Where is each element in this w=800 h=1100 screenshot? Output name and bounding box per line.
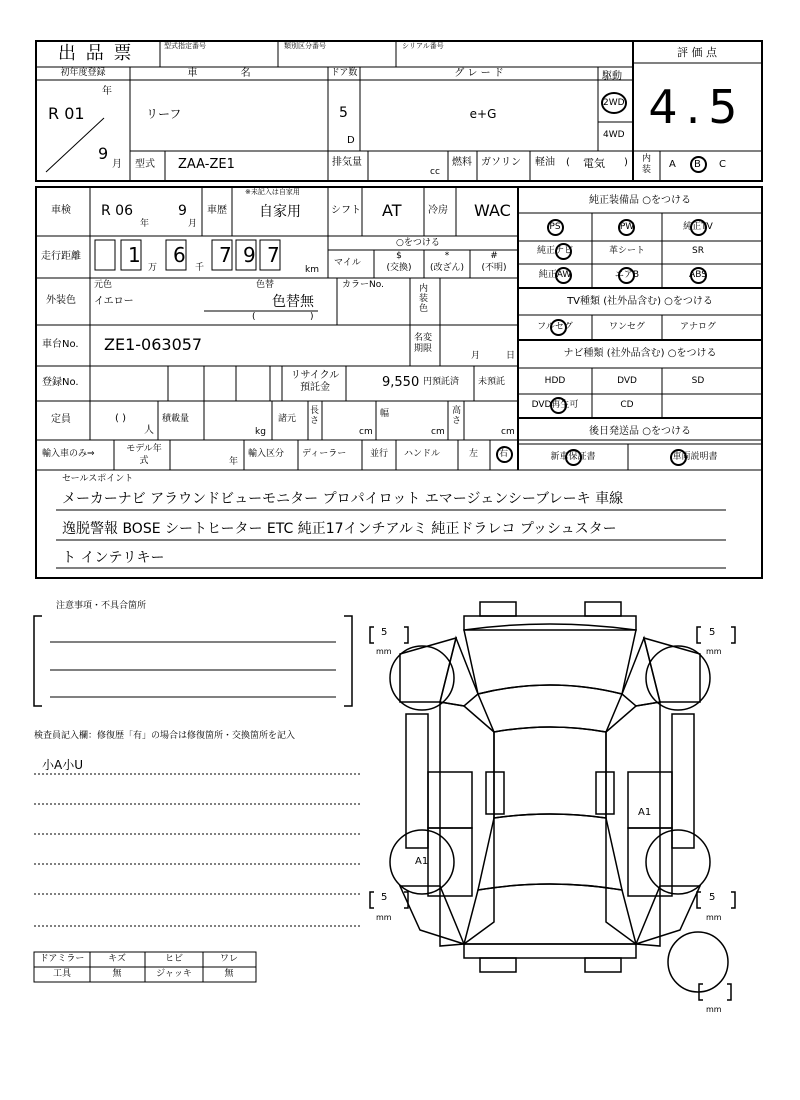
legend-tools-value: 無 [112,969,122,979]
ps-circle [547,219,564,236]
interior-c: C [719,159,726,170]
later-manual: 車両説明書 [672,452,718,462]
airbag-circle [618,267,635,284]
tire-fl-value: 5 [381,627,388,638]
tire-spare-mm: mm [706,1005,722,1014]
dealer-label: ディーラー [302,449,347,459]
fuel-gasoline: ガソリン [481,157,521,168]
mile-label: マイル [334,258,361,268]
height-label: 高さ [452,406,462,426]
equip-aw: 純正AW [538,270,572,280]
handle-label: ハンドル [404,449,441,459]
type-value: ZAA-ZE1 [178,157,235,172]
history-note: ※未記入は自家用 [245,188,300,196]
equip-leather: 革シート [608,246,646,256]
inspector-label: 検査員記入欄：修復歴「有」の場合は修復箇所・交換箇所を記入 [34,731,296,741]
history-value: 自家用 [259,204,301,220]
doors-label: ドア数 [330,68,358,78]
reg-no-label: 登録No. [42,377,79,388]
fuel-paren-close: ) [624,157,628,168]
sales-line-2: 逸脱警報 BOSE シートヒーター ETC 純正17インチアルミ 純正ドラレコ プッシュスター [62,521,617,537]
km-unit: km [305,265,319,275]
first-reg-era: R 01 [48,104,85,123]
equip-pw: PW [619,222,635,232]
height-cm: cm [501,427,515,437]
chassis-label: 車台No. [42,339,79,350]
tv-one: ワンセグ [608,322,646,332]
length-label: 長さ [310,406,320,426]
car-name-value: リーフ [146,107,182,121]
rating-value: 4.5 [648,80,746,134]
sales-label: セールスポイント [62,474,134,484]
legend-jack-value: 無 [224,969,234,979]
name-change-month: 月 [471,351,481,361]
navi-dvd: DVD [617,376,637,386]
original-color-label: 元色 [94,280,113,290]
equip-tv: 純正TV [683,222,713,232]
man-unit: 万 [148,263,158,273]
mark-rear-right-door: A1 [638,807,652,818]
drive-2wd-circle [601,92,627,114]
navi-dvd-play: DVD再生可 [531,400,579,410]
interior-a: A [669,159,676,170]
tamper-sym: * [444,251,450,261]
equip-navi: 純正ナビ [536,246,574,256]
right-label: 右 [499,449,509,459]
right-circle [496,446,513,463]
grade-value: e+G [469,107,497,121]
tv-full: フルセグ [537,322,573,332]
tire-fl-mm: mm [376,647,392,656]
later-title: 後日発送品 ○をつける [589,426,691,437]
mileage-digit-2: 1 [128,243,141,267]
left-label: 左 [469,449,479,459]
exchange-sym: $ [396,251,402,261]
abs-circle [690,267,707,284]
mile-check-note: ○をつける [396,238,440,248]
mileage-digit-4: 7 [219,243,232,267]
shaken-month-unit: 月 [188,219,198,229]
legend-mirror: ドアミラー [39,954,85,964]
legend-scratch: キズ [108,954,126,964]
car-name-label: 車 名 [187,68,271,79]
color-no-label: カラーNo. [342,280,384,290]
ac-label: 冷房 [428,205,448,216]
aw-circle [555,267,572,284]
interior-color-label: 内装色 [419,284,429,314]
dims-label: 諸元 [278,414,297,424]
drive-label: 駆動 [602,71,622,82]
mileage-digit-6: 7 [267,243,280,267]
fuel-electric: 電気 [583,157,605,170]
load-unit: kg [255,427,266,437]
capacity-value: ( ) [115,413,126,424]
tire-rr-value: 5 [709,892,716,903]
ac-value: WAC [474,201,511,220]
capacity-label: 定員 [51,414,71,425]
repaint-label: 色替 [256,280,275,290]
model-designation-label: 型式指定番号 [164,42,206,50]
legend-crack: ヒビ [164,954,184,964]
recycle-value: 9,550 [382,375,420,390]
shaken-month: 9 [178,203,187,219]
caution-label: 注意事項・不具合箇所 [56,601,147,611]
name-change-day: 日 [506,351,516,361]
navi-circle [555,243,572,260]
year-unit: 年 [102,86,112,97]
fuel-paren-open: ( [566,157,570,168]
tv-analog: アナログ [679,322,717,332]
tv-circle [690,219,707,236]
type-label: 型式 [135,159,155,170]
equip-airbag: エアB [614,270,640,280]
legend-tools: 工具 [52,969,72,979]
parallel-label: 並行 [370,449,389,459]
unknown-sym: # [490,251,498,261]
repaint-paren-close: ) [310,312,314,322]
doors-value: 5 [339,105,348,121]
fuel-light-oil: 軽油 [535,157,555,168]
month-unit: 月 [112,159,122,170]
cc-unit: cc [430,167,440,177]
shaken-era: R 06 [101,203,133,219]
history-label: 車歴 [207,205,227,216]
dvd-play-circle [550,397,567,414]
car-diagram [360,590,800,1030]
sen-unit: 千 [195,263,205,273]
mark-rear-left-wheel: A1 [415,856,429,867]
legend-break: ワレ [219,954,239,964]
import-class-label: 輸入区分 [248,449,285,459]
shift-label: シフト [331,205,361,216]
navi-hdd: HDD [544,376,566,386]
width-label: 幅 [380,409,390,419]
serial-label: シリアル番号 [402,42,444,50]
recycle-suffix: 円預託済 [423,377,460,387]
name-change-label: 名変期限 [414,333,433,354]
original-color-value: イエロー [94,296,134,307]
inspector-value: 小A小U [42,758,83,772]
first-reg-month: 9 [98,144,109,163]
equip-sr: SR [692,246,704,256]
recycle-label: リサイクル預託金 [290,370,340,393]
shaken-label: 車検 [51,205,71,216]
exchange-label: (交換) [386,263,412,273]
mileage-digit-5: 9 [243,243,256,267]
doors-suffix: D [347,135,355,146]
tire-fr-value: 5 [709,627,716,638]
tire-rl-value: 5 [381,892,388,903]
equip-abs: ABS [689,270,707,280]
sales-line-3: ト インテリキー [62,550,165,566]
later-warranty: 新車保証書 [550,452,596,462]
import-label: 輸入車のみ⇒ [42,449,95,459]
navi-title: ナビ種類 (社外品含む) ○をつける [563,348,717,359]
mileage-label: 走行距離 [41,251,81,262]
grade-label: グ レ ー ド [454,68,504,79]
tv-title: TV種類 (社外品含む) ○をつける [567,296,713,307]
unknown-label: (不明) [481,263,507,273]
exterior-label: 外装色 [46,295,76,306]
repaint-paren-open: ( [252,312,256,322]
first-reg-label: 初年度登録 [60,68,106,78]
tire-fr-mm: mm [706,647,722,656]
drive-2wd: 2WD [603,98,625,108]
sales-line-1: メーカーナビ アラウンドビューモニター プロパイロット エマージェンシーブレーキ 車線 [62,491,624,507]
form-title: 出 品 票 [58,43,134,64]
width-cm: cm [431,427,445,437]
category-label: 類別区分番号 [284,42,326,50]
recycle-unpaid: 未預託 [478,377,506,387]
manual-circle [670,449,687,466]
warranty-circle [565,449,582,466]
equip-ps: PS [549,222,561,232]
chassis-value: ZE1-063057 [104,335,203,354]
rating-label: 評 価 点 [677,46,717,59]
displacement-label: 排気量 [332,157,362,168]
equipment-title: 純正装備品 ○をつける [589,195,691,206]
repaint-value: 色替無 [272,294,314,310]
shift-value: AT [382,201,402,220]
legend-jack: ジャッキ [156,969,192,979]
mileage-digit-3: 6 [173,243,186,267]
navi-cd: CD [620,400,634,410]
model-year-label: モデル年式 [126,444,162,466]
length-cm: cm [359,427,373,437]
tv-full-circle [550,319,567,336]
load-label: 積載量 [162,414,190,424]
interior-b: B [694,159,701,170]
model-year-unit: 年 [229,457,239,467]
fuel-label: 燃料 [452,157,472,168]
drive-4wd: 4WD [603,130,625,140]
capacity-unit: 人 [144,425,154,436]
navi-sd: SD [691,376,705,386]
tamper-label: (改ざん) [429,263,465,273]
tire-rl-mm: mm [376,913,392,922]
tire-rr-mm: mm [706,913,722,922]
interior-b-circle [690,156,707,173]
pw-circle [618,219,635,236]
interior-label: 内装 [642,154,652,175]
shaken-year-unit: 年 [140,219,150,229]
